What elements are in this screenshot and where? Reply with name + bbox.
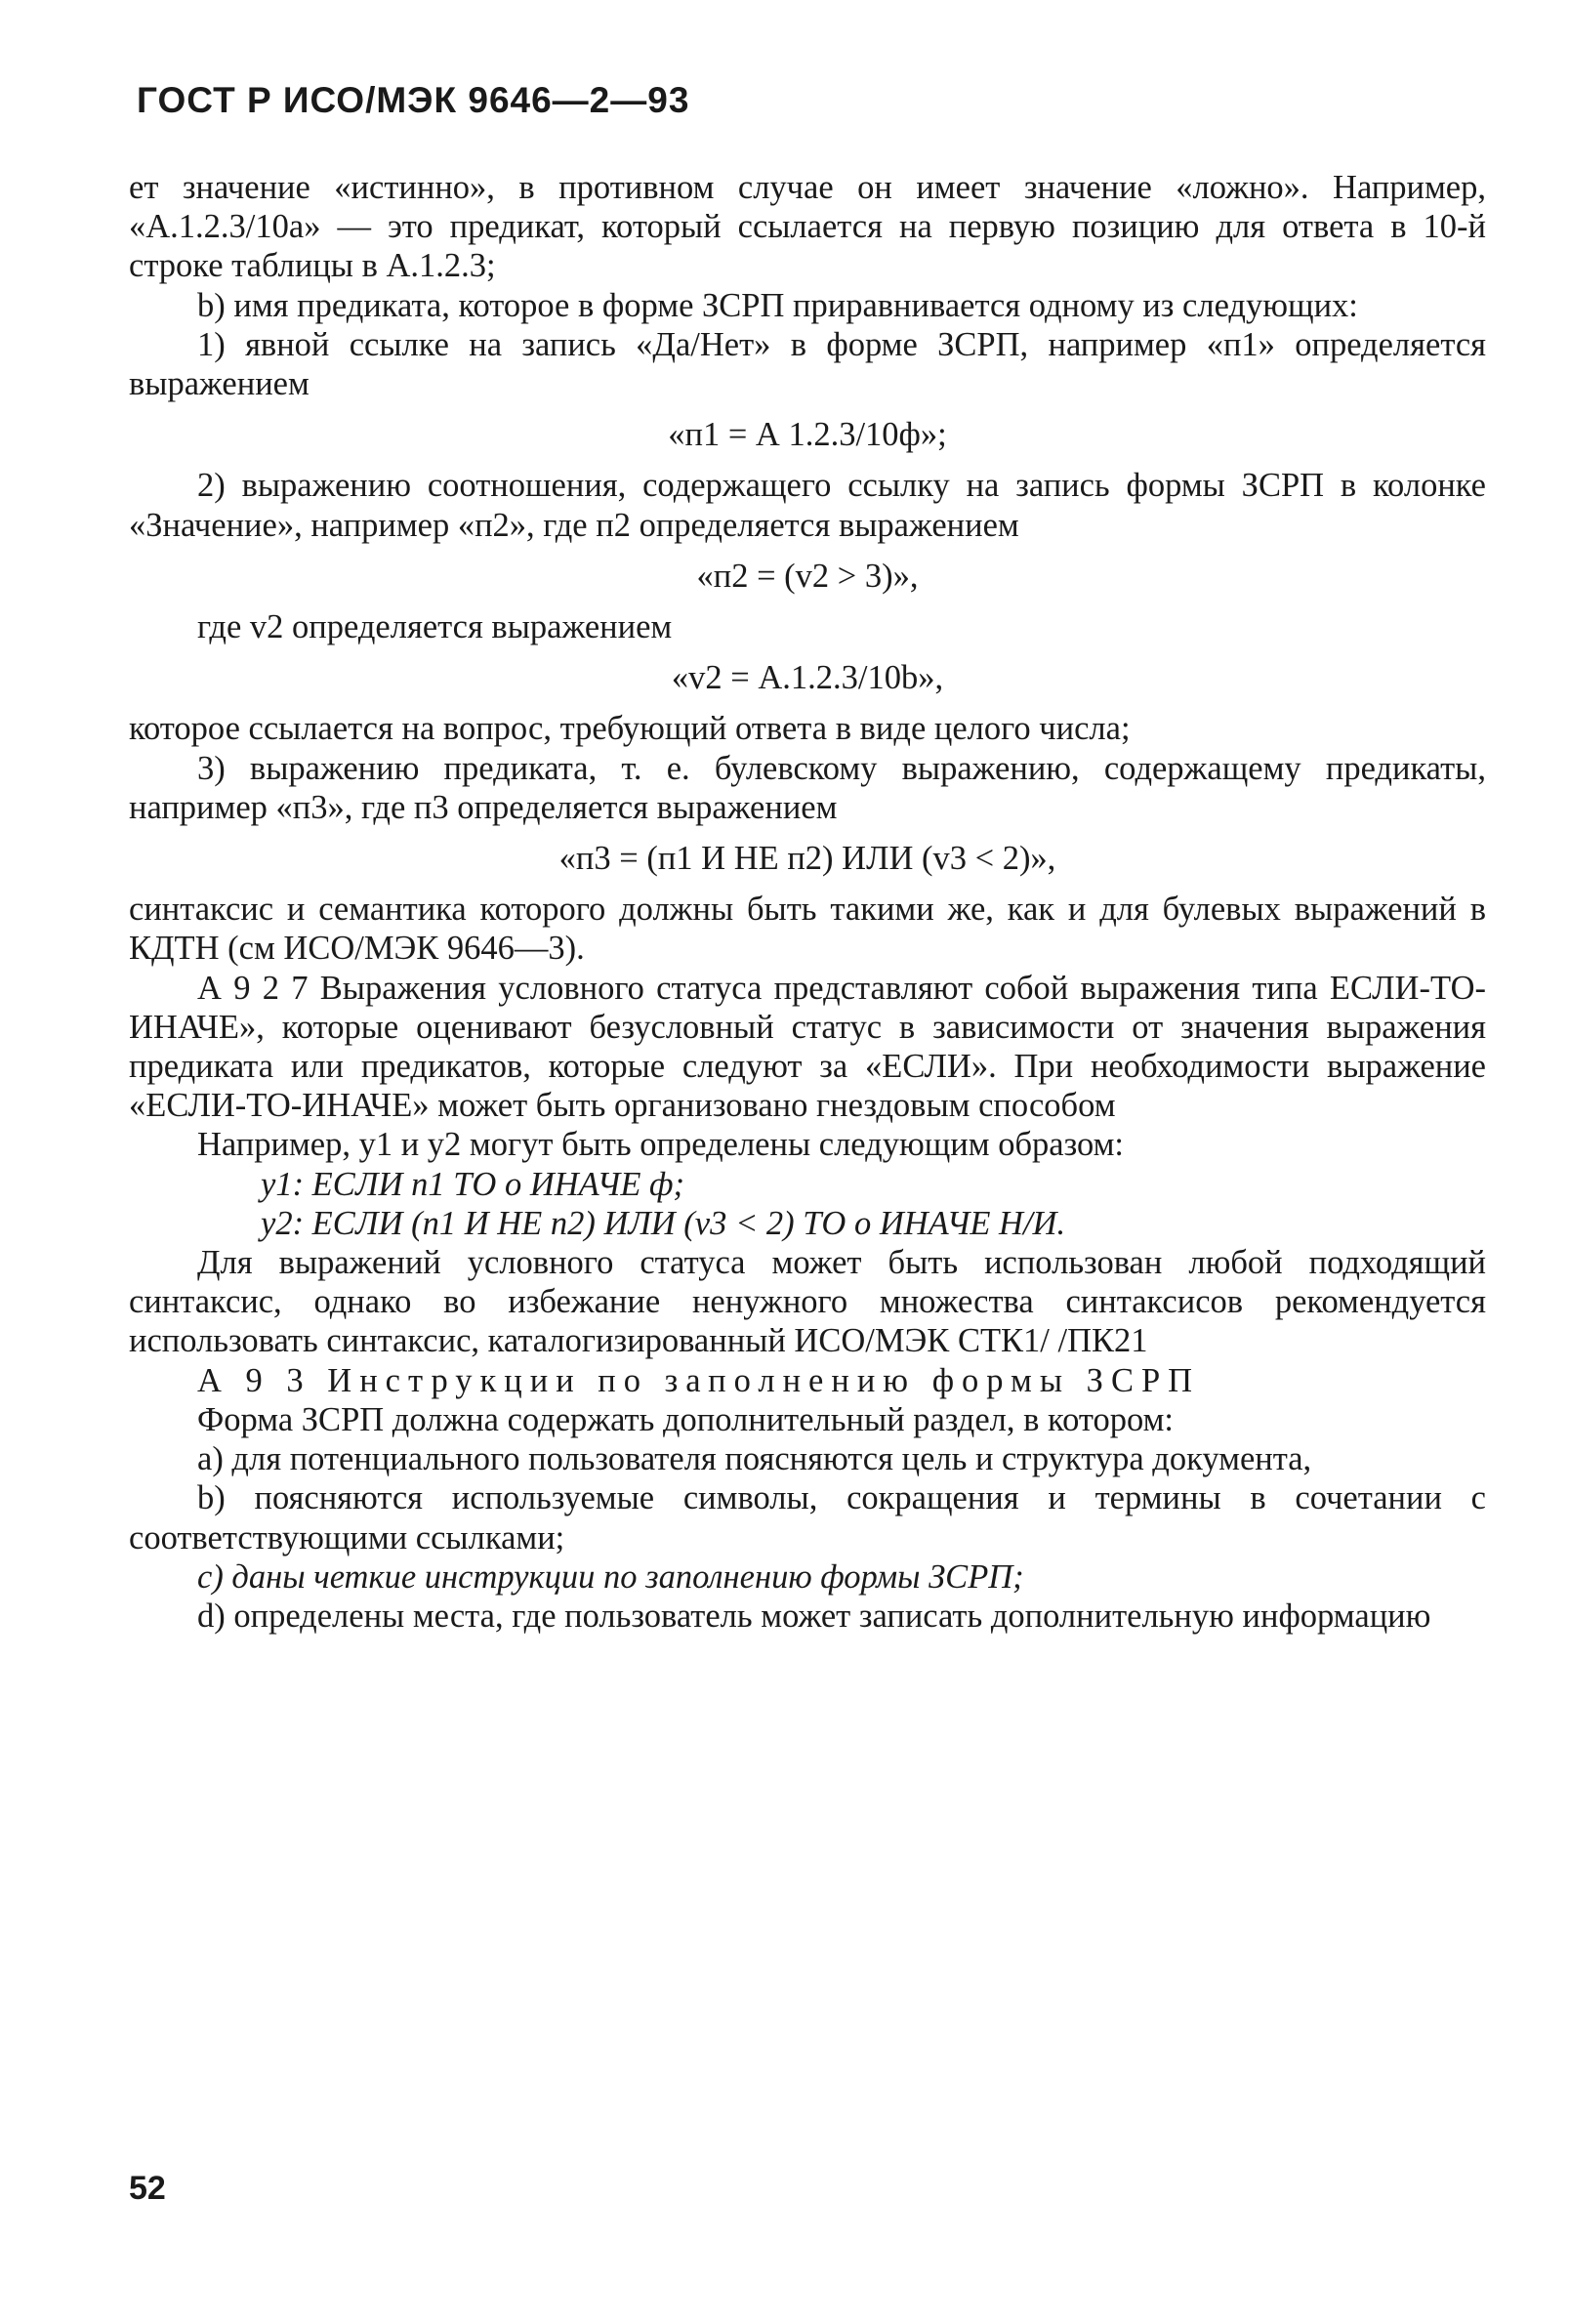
page-body bbox=[129, 168, 1486, 1636]
list-item-1: 1) явной ссылке на запись «Да/Нет» в форме ЗСРП, например «п1» определяется выражением bbox=[129, 325, 1486, 403]
list-item-3: 3) выражению предиката, т. е. булевскому выражению, содержащему предикаты, например «п3», где п3 определяется выражением bbox=[129, 749, 1486, 826]
paragraph: Например, y1 и y2 могут быть определены следующим образом: bbox=[197, 1126, 1125, 1164]
paragraph: Форма ЗСРП должна содержать дополнительный раздел, в котором: bbox=[197, 1400, 1174, 1438]
expression-y1: y1: ЕСЛИ п1 ТО о ИНАЧЕ ф; bbox=[261, 1165, 684, 1203]
list-item-a: a) для потенциального пользователя поясняются цель и структура документа, bbox=[197, 1440, 1312, 1478]
formula: «п2 = (v2 > 3)», bbox=[696, 557, 919, 595]
formula: «п3 = (п1 И НЕ п2) ИЛИ (v3 < 2)», bbox=[558, 840, 1056, 878]
paragraph: синтаксис и семантика которого должны быть такими же, как и для булевых выражений в КДТН (см ИСО/МЭК 9646—3). bbox=[129, 891, 1486, 968]
list-item-c: c) даны четкие инструкции по заполнению формы ЗСРП; bbox=[197, 1557, 1024, 1596]
formula: «п1 = А 1.2.3/10ф»; bbox=[668, 416, 947, 454]
section-heading-a93: А 9 3 Инструкции по заполнению формы ЗСРП bbox=[197, 1361, 1201, 1399]
list-item-b: b) имя предиката, которое в форме ЗСРП приравнивается одному из следующих: bbox=[197, 286, 1358, 324]
page-header: ГОСТ Р ИСО/МЭК 9646—2—93 bbox=[137, 80, 690, 120]
paragraph: Для выражений условного статуса может быть использован любой подходящий синтаксис, однако во избежание ненужного множества синтаксисов рекомендуется использовать синтаксис, каталогизированный ИСО/МЭК СТК1/ /ПК21 bbox=[129, 1244, 1486, 1360]
formula: «v2 = А.1.2.3/10b», bbox=[671, 659, 944, 697]
paragraph: которое ссылается на вопрос, требующий ответа в виде целого числа; bbox=[129, 710, 1131, 748]
list-item-b: b) поясняются используемые символы, сокращения и термины в сочетании с соответствующими ссылками; bbox=[129, 1479, 1486, 1556]
list-item-d: d) определены места, где пользователь может записать дополнительную информацию bbox=[197, 1597, 1431, 1635]
paragraph: ет значение «истинно», в противном случае он имеет значение «ложно». Например, «А.1.2.3/10a» — это предикат, который ссылается на первую позицию для ответа в 10-й строке таблицы в А.1.2.3; bbox=[129, 169, 1486, 285]
paragraph: где v2 определяется выражением bbox=[197, 608, 673, 646]
list-item-2: 2) выражению соотношения, содержащего ссылку на запись формы ЗСРП в колонке «Значение», например «п2», где п2 определяется выражением bbox=[129, 467, 1486, 544]
expression-y2: y2: ЕСЛИ (п1 И НЕ п2) ИЛИ (v3 < 2) ТО о ИНАЧЕ Н/И. bbox=[261, 1204, 1066, 1242]
page-number: 52 bbox=[129, 2170, 166, 2207]
section-a927: А 9 2 7 Выражения условного статуса представляют собой выражения типа ЕСЛИ-ТО-ИНАЧЕ», которые оценивают безусловный статус в зависимости от значения выражения предиката или предикатов, которые следуют за «ЕСЛИ». При необходимости выражение «ЕСЛИ-ТО-ИНАЧЕ» может быть организовано гнездовым способом bbox=[129, 969, 1486, 1125]
